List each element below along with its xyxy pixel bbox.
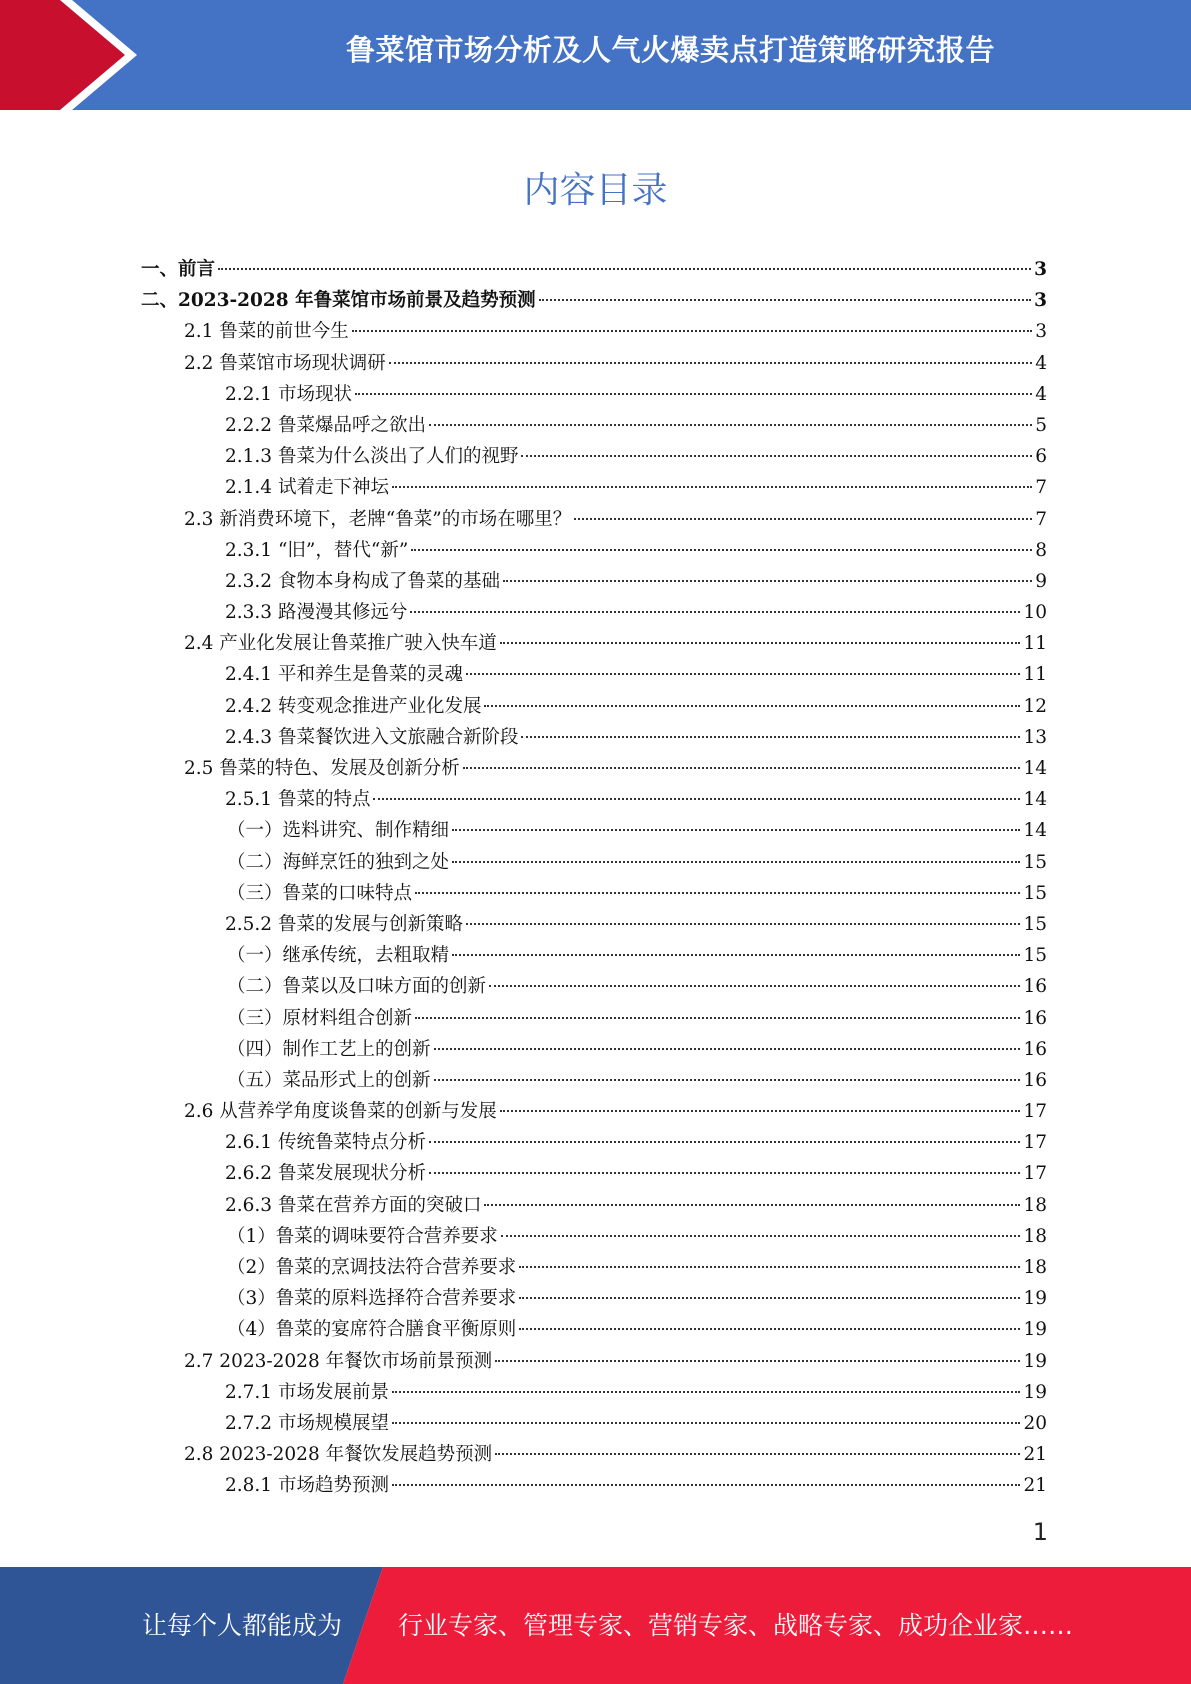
toc-entry-label: 2.3.2 食物本身构成了鲁菜的基础 xyxy=(225,570,500,592)
toc-leader-dots xyxy=(434,1048,1021,1050)
toc-entry-page: 10 xyxy=(1023,602,1047,624)
toc-leader-dots xyxy=(411,549,1032,551)
toc-entry[interactable] xyxy=(141,971,1047,1002)
toc-entry[interactable] xyxy=(141,348,1047,379)
toc-entry-page: 17 xyxy=(1023,1101,1047,1123)
toc-entry[interactable] xyxy=(141,504,1047,535)
toc-entry[interactable] xyxy=(141,784,1047,815)
toc-entry-page: 18 xyxy=(1023,1194,1047,1216)
toc-entry-label: 2.3.1 “旧”，替代“新” xyxy=(225,539,409,561)
toc-entry-label: 2.2.1 市场现状 xyxy=(225,383,352,405)
toc-entry-page: 3 xyxy=(1035,321,1047,343)
toc-leader-dots xyxy=(373,798,1020,800)
toc-leader-dots xyxy=(519,1297,1020,1299)
toc-entry[interactable] xyxy=(141,847,1047,878)
toc-entry[interactable] xyxy=(141,316,1047,347)
toc-entry-page: 9 xyxy=(1035,570,1047,592)
toc-leader-dots xyxy=(521,736,1020,738)
toc-entry-page: 18 xyxy=(1023,1257,1047,1278)
page-header xyxy=(0,0,1191,110)
toc-entry-label: 2.5.2 鲁菜的发展与创新策略 xyxy=(225,913,463,935)
toc-leader-dots xyxy=(410,611,1020,613)
toc-entry[interactable] xyxy=(141,1377,1047,1408)
toc-entry-label: （二）海鲜烹饪的独到之处 xyxy=(227,851,450,873)
toc-entry-label: 2.8 2023-2028 年餐饮发展趋势预测 xyxy=(184,1444,493,1466)
toc-entry[interactable] xyxy=(141,472,1047,503)
toc-entry-label: （四）制作工艺上的创新 xyxy=(227,1038,431,1060)
toc-leader-dots xyxy=(415,1017,1020,1019)
toc-entry-page: 15 xyxy=(1023,882,1047,904)
toc-entry[interactable] xyxy=(141,1096,1047,1127)
header-arrow-decoration xyxy=(0,0,160,110)
toc-entry-page: 7 xyxy=(1035,477,1047,499)
toc-entry-label: 2.6.1 传统鲁菜特点分析 xyxy=(225,1132,426,1154)
toc-entry-page: 18 xyxy=(1023,1225,1047,1247)
toc-entry-label: 2.4.1 平和养生是鲁菜的灵魂 xyxy=(225,664,463,686)
toc-leader-dots xyxy=(392,1391,1020,1393)
toc-leader-dots xyxy=(429,1172,1020,1174)
toc-entry-page: 15 xyxy=(1023,913,1047,935)
toc-entry-page: 19 xyxy=(1023,1319,1047,1341)
toc-entry-label: 2.4.3 鲁菜餐饮进入文旅融合新阶段 xyxy=(225,726,519,748)
toc-entry-label: 2.6 从营养学角度谈鲁菜的创新与发展 xyxy=(184,1101,497,1123)
toc-entry-label: 2.7.2 市场规模展望 xyxy=(225,1412,389,1434)
toc-entry[interactable] xyxy=(141,1221,1047,1252)
page-footer xyxy=(0,1567,1191,1684)
page-number: 1 xyxy=(1032,1518,1048,1546)
toc-entry-label: 一、前言 xyxy=(141,259,216,280)
toc-leader-dots xyxy=(519,1328,1020,1330)
toc-entry[interactable] xyxy=(141,285,1047,316)
toc-entry-page: 3 xyxy=(1034,259,1047,280)
toc-leader-dots xyxy=(429,1141,1020,1143)
toc-leader-dots xyxy=(484,1204,1020,1206)
toc-entry-page: 6 xyxy=(1035,446,1047,468)
toc-leader-dots xyxy=(495,1360,1020,1362)
toc-entry-page: 20 xyxy=(1023,1412,1047,1434)
toc-entry-page: 3 xyxy=(1034,290,1047,312)
toc-entry-label: 2.1 鲁菜的前世今生 xyxy=(184,321,349,343)
toc-entry-page: 16 xyxy=(1023,976,1047,998)
toc-entry[interactable] xyxy=(141,441,1047,472)
toc-entry[interactable] xyxy=(141,1470,1047,1501)
toc-entry[interactable] xyxy=(141,753,1047,784)
toc-leader-dots xyxy=(434,1079,1021,1081)
toc-entry-page: 15 xyxy=(1023,945,1047,967)
toc-entry-label: 2.5 鲁菜的特色、发展及创新分析 xyxy=(184,758,460,779)
toc-entry-label: 2.7.1 市场发展前景 xyxy=(225,1381,389,1403)
toc-entry[interactable] xyxy=(141,940,1047,971)
toc-entry[interactable] xyxy=(141,535,1047,566)
toc-entry-label: （一）继承传统，去粗取精 xyxy=(227,945,450,967)
toc-entry-label: 2.2.2 鲁菜爆品呼之欲出 xyxy=(225,414,426,436)
toc-entry[interactable] xyxy=(141,628,1047,659)
toc-heading: 内容目录 xyxy=(523,170,668,211)
toc-leader-dots xyxy=(466,673,1020,675)
toc-entry[interactable] xyxy=(141,254,1047,285)
toc-entry-page: 21 xyxy=(1023,1475,1047,1497)
toc-entry-label: 2.8.1 市场趋势预测 xyxy=(225,1475,389,1497)
toc-entry[interactable] xyxy=(141,878,1047,909)
toc-leader-dots xyxy=(521,455,1032,457)
toc-entry[interactable] xyxy=(141,1065,1047,1096)
toc-entry-page: 15 xyxy=(1023,851,1047,873)
toc-entry-label: 2.1.3 鲁菜为什么淡出了人们的视野 xyxy=(225,446,519,468)
toc-leader-dots xyxy=(519,1266,1020,1268)
toc-leader-dots xyxy=(495,1453,1020,1455)
toc-leader-dots xyxy=(574,518,1032,520)
toc-leader-dots xyxy=(484,705,1020,707)
toc-entry-label: （1）鲁菜的调味要符合营养要求 xyxy=(227,1225,498,1247)
toc-entry[interactable] xyxy=(141,1034,1047,1065)
toc-leader-dots xyxy=(452,829,1020,831)
toc-entry-page: 16 xyxy=(1023,1007,1047,1029)
toc-entry-label: 2.1.4 试着走下神坛 xyxy=(225,477,389,499)
toc-entry-label: （2）鲁菜的烹调技法符合营养要求 xyxy=(227,1257,517,1278)
footer-slogan-left: 让每个人都能成为 xyxy=(142,1611,343,1640)
toc-entry-page: 5 xyxy=(1035,414,1047,436)
toc-leader-dots xyxy=(415,892,1020,894)
toc-entry-page: 12 xyxy=(1023,695,1047,717)
toc-entry-label: （三）鲁菜的口味特点 xyxy=(227,882,413,904)
toc-entry-label: （三）原材料组合创新 xyxy=(227,1007,413,1029)
toc-leader-dots xyxy=(501,1235,1021,1237)
toc-entry-page: 11 xyxy=(1023,664,1047,686)
toc-entry-label: 2.6.2 鲁菜发展现状分析 xyxy=(225,1163,426,1185)
toc-entry-page: 4 xyxy=(1035,383,1047,405)
table-of-contents xyxy=(141,254,1047,1502)
toc-leader-dots xyxy=(389,362,1032,364)
toc-entry-page: 19 xyxy=(1023,1350,1047,1372)
toc-entry-label: （五）菜品形式上的创新 xyxy=(227,1069,431,1091)
toc-entry-page: 17 xyxy=(1023,1132,1047,1154)
toc-leader-dots xyxy=(452,954,1020,956)
toc-entry[interactable] xyxy=(141,1003,1047,1034)
toc-entry-page: 19 xyxy=(1023,1288,1047,1310)
toc-entry[interactable] xyxy=(141,909,1047,940)
toc-entry-page: 11 xyxy=(1023,633,1047,655)
toc-entry-page: 13 xyxy=(1023,726,1047,748)
toc-leader-dots xyxy=(539,299,1032,301)
toc-entry[interactable] xyxy=(141,1127,1047,1158)
toc-entry[interactable] xyxy=(141,722,1047,753)
toc-entry-page: 16 xyxy=(1023,1069,1047,1091)
toc-entry-label: 2.3.3 路漫漫其修远兮 xyxy=(225,602,408,624)
toc-entry-page: 19 xyxy=(1023,1381,1047,1403)
toc-entry[interactable] xyxy=(141,597,1047,628)
toc-entry-label: 2.2 鲁菜馆市场现状调研 xyxy=(184,352,386,374)
toc-entry-page: 14 xyxy=(1023,789,1047,811)
toc-entry[interactable] xyxy=(141,566,1047,597)
toc-leader-dots xyxy=(392,1484,1020,1486)
toc-entry-page: 14 xyxy=(1023,758,1047,779)
toc-entry[interactable] xyxy=(141,815,1047,846)
toc-entry[interactable] xyxy=(141,1439,1047,1470)
toc-entry-page: 17 xyxy=(1023,1163,1047,1185)
footer-slogan-right: 行业专家、管理专家、营销专家、战略专家、成功企业家…… xyxy=(398,1611,1074,1640)
toc-entry[interactable] xyxy=(141,1314,1047,1345)
toc-entry-label: （4）鲁菜的宴席符合膳食平衡原则 xyxy=(227,1319,517,1341)
toc-entry-page: 16 xyxy=(1023,1038,1047,1060)
toc-leader-dots xyxy=(500,1110,1021,1112)
toc-leader-dots xyxy=(355,393,1032,395)
toc-entry-page: 4 xyxy=(1035,352,1047,374)
toc-entry[interactable] xyxy=(141,410,1047,441)
toc-entry-label: 2.7 2023-2028 年餐饮市场前景预测 xyxy=(184,1350,493,1372)
toc-entry[interactable] xyxy=(141,379,1047,410)
toc-leader-dots xyxy=(392,486,1032,488)
toc-entry[interactable] xyxy=(141,1408,1047,1439)
toc-entry[interactable] xyxy=(141,1252,1047,1283)
toc-entry-label: （3）鲁菜的原料选择符合营养要求 xyxy=(227,1288,517,1310)
toc-leader-dots xyxy=(466,923,1020,925)
toc-leader-dots xyxy=(463,767,1021,769)
toc-entry-page: 21 xyxy=(1023,1444,1047,1466)
toc-entry-label: 2.4 产业化发展让鲁菜推广驶入快车道 xyxy=(184,633,497,655)
toc-leader-dots xyxy=(392,1422,1020,1424)
toc-entry-label: （二）鲁菜以及口味方面的创新 xyxy=(227,976,487,998)
toc-entry-label: 二、2023-2028 年鲁菜馆市场前景及趋势预测 xyxy=(141,290,536,312)
toc-entry-page: 14 xyxy=(1023,820,1047,842)
toc-leader-dots xyxy=(500,642,1021,644)
toc-entry[interactable] xyxy=(141,1158,1047,1189)
toc-leader-dots xyxy=(503,580,1032,582)
toc-entry[interactable] xyxy=(141,1283,1047,1314)
toc-entry-page: 8 xyxy=(1035,539,1047,561)
toc-leader-dots xyxy=(218,268,1031,270)
toc-entry[interactable] xyxy=(141,691,1047,722)
toc-entry-page: 7 xyxy=(1035,508,1047,530)
toc-entry-label: 2.3 新消费环境下，老牌“鲁菜”的市场在哪里？ xyxy=(184,508,572,530)
toc-entry-label: 2.5.1 鲁菜的特点 xyxy=(225,789,371,811)
toc-entry[interactable] xyxy=(141,1346,1047,1377)
toc-leader-dots xyxy=(352,330,1032,332)
report-title: 鲁菜馆市场分析及人气火爆卖点打造策略研究报告 xyxy=(345,33,995,67)
toc-entry-label: 2.4.2 转变观念推进产业化发展 xyxy=(225,695,482,717)
toc-leader-dots xyxy=(489,985,1020,987)
toc-entry-label: （一）选料讲究、制作精细 xyxy=(227,820,450,842)
toc-entry[interactable] xyxy=(141,659,1047,690)
toc-entry-label: 2.6.3 鲁菜在营养方面的突破口 xyxy=(225,1194,482,1216)
toc-entry[interactable] xyxy=(141,1190,1047,1221)
toc-leader-dots xyxy=(452,861,1020,863)
toc-leader-dots xyxy=(429,424,1032,426)
